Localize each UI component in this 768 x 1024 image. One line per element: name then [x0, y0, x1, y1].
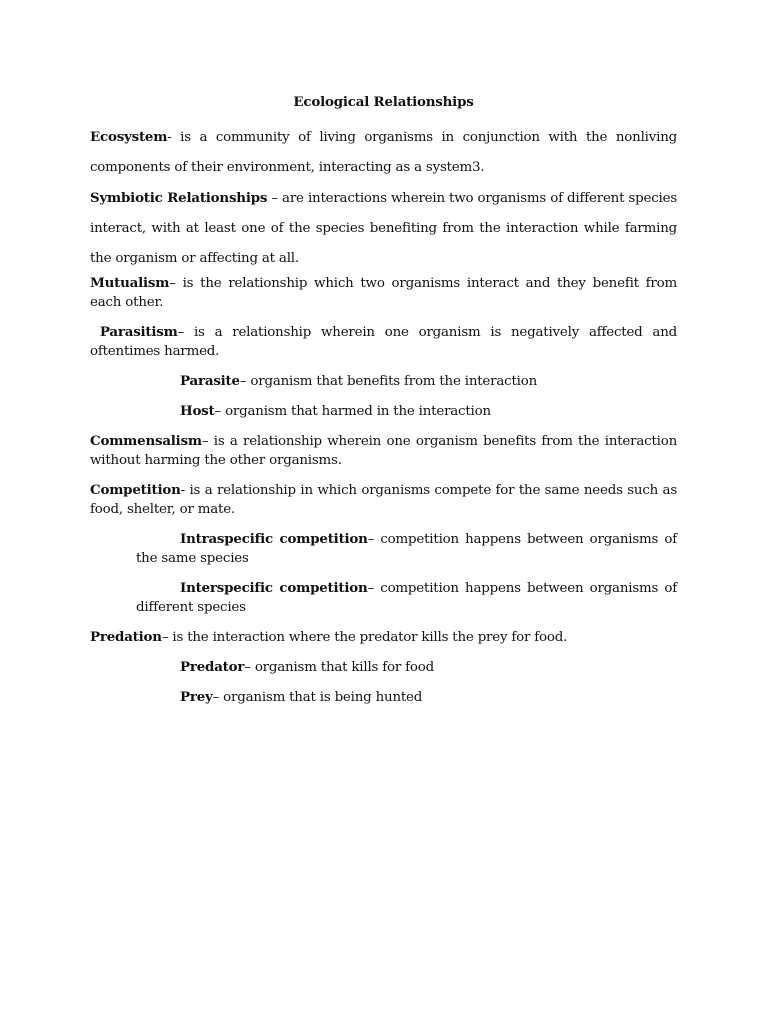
definition-symbiotic: – are interactions wherein two organisms of different species interact, with at least one of the species benefiting from the interaction while farming the organism or affecting at all. [90, 191, 677, 266]
paragraph-competition [90, 481, 677, 519]
term-interspecific: Interspecific competition [180, 580, 368, 596]
definition-parasite: – organism that benefits from the interaction [239, 374, 537, 389]
document-body [90, 92, 677, 718]
definition-interspecific: – competition happens between organisms of different species [136, 581, 677, 615]
definition-predator: – organism that kills for food [244, 660, 435, 675]
subitem-parasite [90, 372, 677, 391]
paragraph-ecosystem [90, 122, 677, 183]
paragraph-commensalism [90, 432, 677, 470]
term-commensalism: Commensalism [90, 433, 202, 449]
definition-mutualism: – is the relationship which two organisms interact and they benefit from each other. [90, 276, 677, 310]
term-competition: Competition [90, 482, 181, 498]
paragraph-symbiotic [90, 183, 677, 274]
paragraph-mutualism [90, 274, 677, 312]
definition-predation: – is the interaction where the predator kills the prey for food. [161, 630, 568, 645]
paragraph-parasitism [90, 323, 677, 361]
term-ecosystem: Ecosystem [90, 129, 168, 145]
term-predator: Predator [180, 659, 245, 675]
definition-competition: - is a relationship in which organisms compete for the same needs such as food, shelter, or mate. [90, 483, 677, 517]
definition-intraspecific: – competition happens between organisms of the same species [136, 532, 677, 566]
subitem-interspecific [90, 579, 677, 617]
definition-ecosystem: - is a community of living organisms in conjunction with the nonliving components of their environment, interacting as a system3. [90, 130, 677, 175]
term-symbiotic: Symbiotic Relationships [90, 190, 268, 206]
definition-commensalism: – is a relationship wherein one organism benefits from the interaction without harming the other organisms. [90, 434, 677, 468]
subitem-intraspecific [90, 530, 677, 568]
paragraph-predation [90, 628, 677, 647]
document-title: Ecological Relationships [293, 94, 474, 110]
definition-prey: – organism that is being hunted [212, 690, 423, 705]
subitem-host [90, 402, 677, 421]
term-predation: Predation [90, 629, 162, 645]
term-mutualism: Mutualism [90, 275, 170, 291]
term-host: Host [180, 403, 215, 419]
term-intraspecific: Intraspecific competition [180, 531, 368, 547]
definition-parasitism: – is a relationship wherein one organism is negatively affected and oftentimes harmed. [90, 325, 677, 359]
term-parasite: Parasite [180, 373, 240, 389]
definition-host: – organism that harmed in the interaction [214, 404, 491, 419]
term-parasitism: Parasitism [99, 324, 178, 340]
subitem-prey [90, 688, 677, 707]
subitem-predator [90, 658, 677, 677]
term-prey: Prey [180, 689, 213, 705]
